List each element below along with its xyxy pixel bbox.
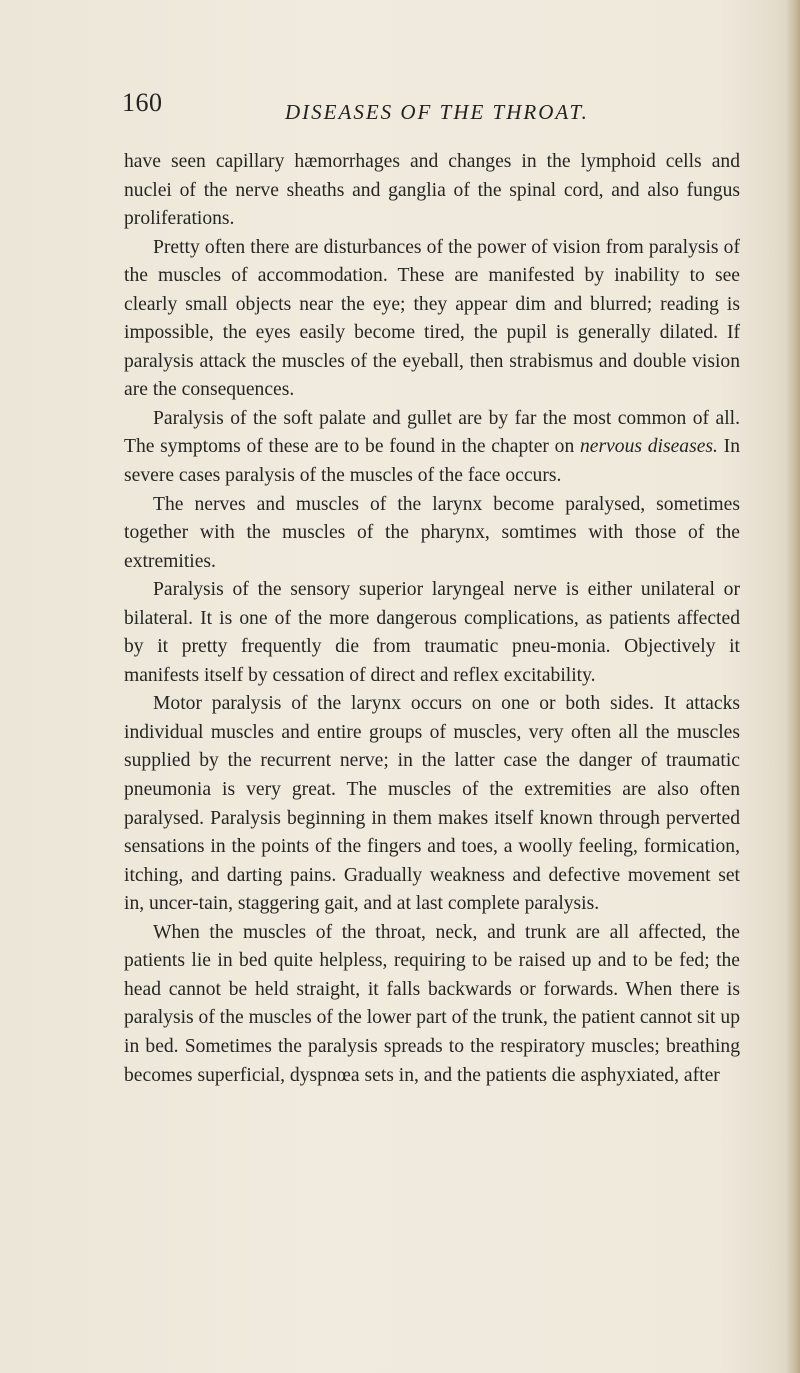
paragraph-7: When the muscles of the throat, neck, and trunk are all affected, the patients lie in bed quite helpless, requiring to be raised up and to be fed; the head cannot be held straight, it falls backwards or forwards. When there is paralysis of the muscles of the lower part of the trunk, the patient cannot sit up in bed. Sometimes the paralysis spreads to the respiratory muscles; breathing becomes superficial, dyspnœa sets in, and the patients die asphyxiated, after [124,921,740,1086]
page-number: 160 [122,88,163,117]
paragraph-3-italic: nervous diseases. [579,436,718,458]
paragraph-4: The nerves and muscles of the larynx become paralysed, sometimes together with the muscles of the pharynx, somtimes with those of the extremities. [124,493,740,572]
running-head: DISEASES OF THE THROAT. [285,100,589,124]
paragraph-3-text-after: In severe cases paralysis of the muscles of the face occurs. [124,436,740,487]
paragraph-6: Motor paralysis of the larynx occurs on one or both sides. It attacks individual muscles and entire groups of muscles, very often all the muscles supplied by the recurrent nerve; in the latter case the danger of traumatic pneumonia is very great. The muscles of the extremities are also often paralysed. Paralysis beginning in them makes itself known through perverted sensations in the points of the fingers and toes, a woolly feeling, formication, itching, and darting pains. Gradually weakness and defective movement set in, uncer-tain, staggering gait, and at last complete paralysis. [124,693,740,915]
paragraph-2: Pretty often there are disturbances of the power of vision from paralysis of the muscles of accommodation. These are manifested by inability to see clearly small objects near the eye; they appear dim and blurred; reading is impossible, the eyes easily become tired, the pupil is generally dilated. If paralysis attack the muscles of the eyeball, then strabismus and double vision are the consequences. [124,236,740,401]
body-text [124,148,740,1090]
paragraph-3 [124,405,740,491]
paragraph-3-text-before: Paralysis of the soft palate and gullet are by far the most common of all. The symptoms of these are to be found in the chapter on [124,407,740,458]
page-header [84,88,744,128]
paragraph-5: Paralysis of the sensory superior laryngeal nerve is either unilateral or bilateral. It is one of the more dangerous complications, as patients affected by it pretty frequently die from traumatic pneu-monia. Objectively it manifests itself by cessation of direct and reflex excitability. [124,579,740,686]
page-edge [786,0,800,1373]
paragraph-1: have seen capillary hæmorrhages and changes in the lymphoid cells and nuclei of the nerve sheaths and ganglia of the spinal cord, and also fungus proliferations. [124,151,740,230]
